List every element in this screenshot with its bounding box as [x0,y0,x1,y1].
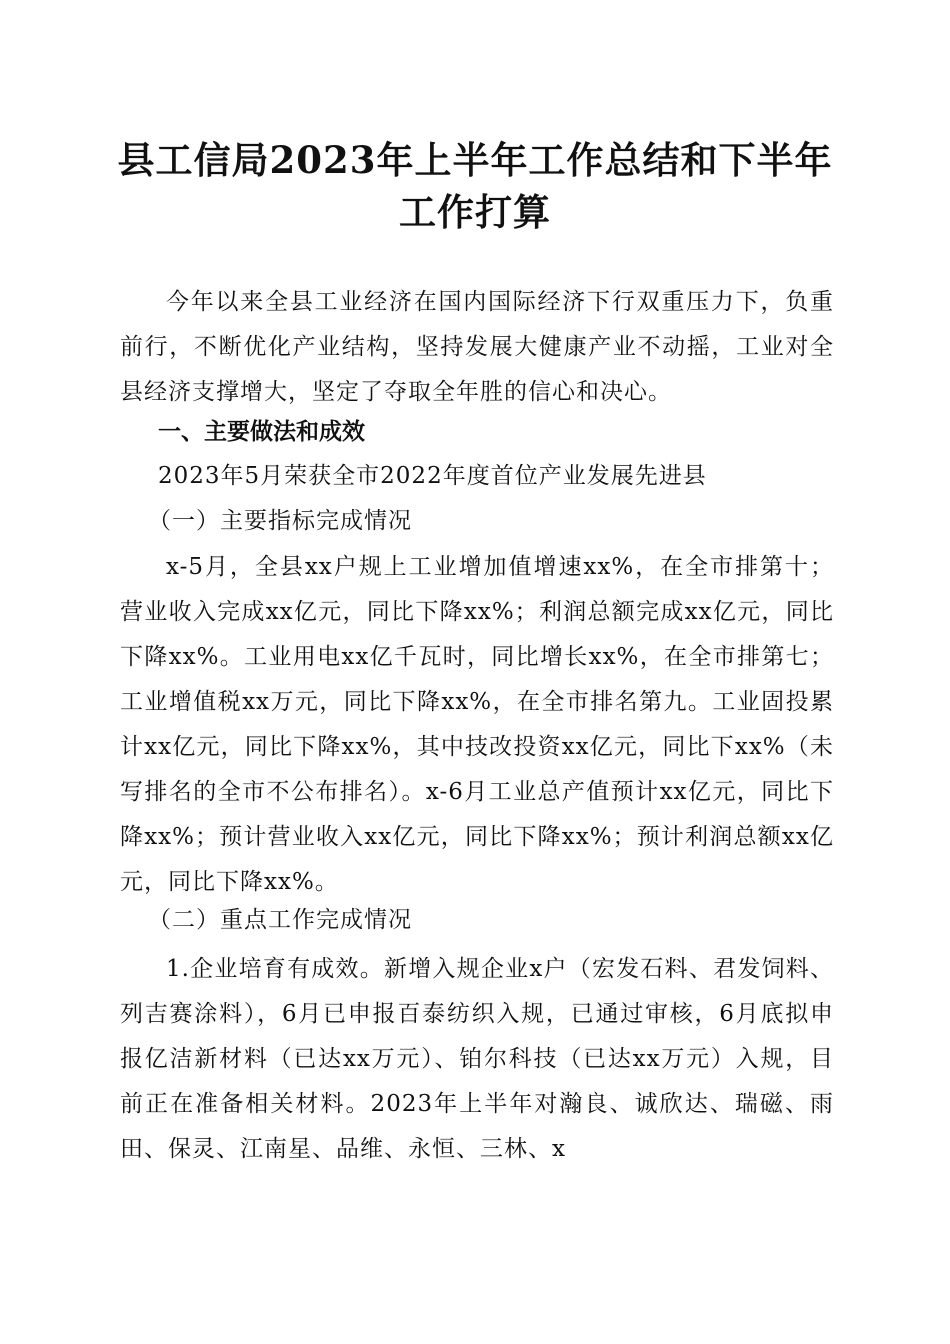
document-title: 县工信局2023年上半年工作总结和下半年工作打算 [117,138,833,234]
subsection-heading-indicators: （一）主要指标完成情况 [148,508,412,534]
section-heading: 一、主要做法和成效 [158,419,365,445]
enterprise-paragraph: 1.企业培育有成效。新增入规企业x户（宏发石料、君发饲料、列吉赛涂料），6月已申报百泰纺织入规，已通过审核，6月底拟申报亿洁新材料（已达xx万元）、铂尔科技（已达xx万元）入规，目前正在准备相关材料。2023年上半年对瀚良、诚欣达、瑞磁、雨田、保灵、江南星、品维、永恒、三林、x [120,956,834,1162]
intro-paragraph: 今年以来全县工业经济在国内国际经济下行双重压力下，负重前行，不断优化产业结构，坚持发展大健康产业不动摇，工业对全县经济支撑增大，坚定了夺取全年胜的信心和决心。 [120,289,834,405]
honor-line: 2023年5月荣获全市2022年度首位产业发展先进县 [158,463,707,489]
subsection-heading-key-work: （二）重点工作完成情况 [148,907,412,933]
indicators-paragraph: x-5月，全县xx户规上工业增加值增速xx%，在全市排第十；营业收入完成xx亿元，同比下降xx%；利润总额完成xx亿元，同比下降xx%。工业用电xx亿千瓦时，同比增长xx%，在全市排第七；工业增值税xx万元，同比下降xx%，在全市排名第九。工业固投累计xx亿元，同比下降xx%，其中技改投资xx亿元，同比下xx%（未写排名的全市不公布排名）。x-6月工业总产值预计xx亿元，同比下降xx%；预计营业收入xx亿元，同比下降xx%；预计利润总额xx亿元，同比下降xx%。 [120,554,834,895]
